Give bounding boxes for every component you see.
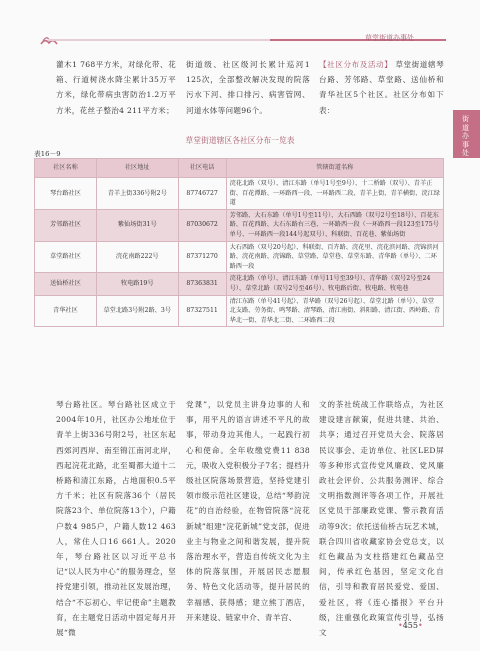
cell-streets: 大石西路（双号20号起）、科联街、百卉路、浣花里、浣花滨河路、浣锦滨河路、浣花南路、浣锦路、草堂路、草堂巷、草堂东路、青华路（单号）、二环路西一段 [226,241,443,273]
table-row [35,209,444,241]
side-tab [453,110,480,158]
header-streets: 管辖街道名称 [226,159,443,178]
cell-address: 紫仙场街31号 [96,209,178,241]
table-number: 表16－9 [34,150,61,158]
cell-phone: 87371270 [178,241,226,273]
table-row [35,295,444,327]
table-row [35,273,444,295]
header-phone: 社区电话 [178,159,226,178]
section-intro: 草堂街道辖琴台路、芳邻路、草堂路、送仙桥和青华社区5个社区。社区分布如下表： [319,60,444,115]
cell-streets: 清江东路（单号41号起）、青华路（双号26号起）、草堂北路（单号）、草堂北支路、劳务街、鸣琴路、清琴路、清江南街、斜阳路、清江街、西岭路、青华北一街、青华北二街、二环路西二段 [226,295,443,327]
cell-phone: 87746727 [178,178,226,210]
cell-phone: 87030672 [178,209,226,241]
body-column-5: 党课”，以党员主讲身边事的人和事，用平凡的语言讲述不平凡的故事，带动身边其他人，一起践行初心和使命。全年收缴党费11 838元，吸收入党积极分子7名；提档升级社区院落场景营造，坚持党建引领市级示范社区建设，总结“琴韵浣花”的自治经验，在物管院落“浣花新城”组建“浣花新城”党支部，促进业主与物业之间和谐发展，提升院落治理水平，营造自传统文化为主体的院落氛围，开展居民志愿服务、特色文化活动等，提升居民的幸福感、获得感；建立熊丁酒店，开来建设、链家中介、青羊宫、 [186,400,310,622]
community-table [34,158,444,327]
cell-address: 浣花南路222号 [96,241,178,273]
cell-streets: 浣花北路（双号）、清江东路（单号1号至9号）、十二桥路（双号）、青羊正街、百花潭路、一环路西一段、一环路西二段、青羊上街、青羊横街、浣江绿道 [226,178,443,210]
body-column-6: 文的茶社统战工作联络点，为社区建设建言献策，促进共建、共治、共享；通过召开党员大会、院落居民议事会、走访单位、社区LED屏等多种形式宣传党风廉政、党风廉政社会评价、公共服务测评、综合文明指数测评等各项工作，开展社区党员干部廉政党课、警示教育活动等9次；依托送仙桥古玩艺术城，联合四川省收藏家协会党总支，以红色藏品为支柱搭建红色藏品空间，传承红色基因，坚定文化自信，引导和教育居民爱党、爱国、爱社区，将《连心播报》平台升级，注重强化政策宣传引导，弘扬文 [319,400,444,638]
body-column-2: 街道级、社区级河长累计巡河1 125次，全部整改解决发现的院落污水下河、排口排污、病害管网、河道水体等问题96个。 [186,60,310,115]
cell-phone: 87363831 [178,273,226,295]
cell-streets: 芳邻路、大石东路（单号1号至11号）、大石西路（双号2号至18号）、百花东路、百花西路、大石东路右三巷、一环路西一段（一环路西一段123至175号单号、一环路西一段144号起双号）、科联街、百花巷、紫仙场街 [226,209,443,241]
table-row [35,241,444,273]
cell-address: 草堂北路3号附2路、3号 [96,295,178,327]
body-column-3 [319,57,444,118]
header-accent-rule [270,39,446,41]
table-title: 草堂街道辖区各社区分布一览表 [185,136,295,145]
page-number: •455• [398,621,423,630]
cell-community-name: 芳邻路社区 [35,209,97,241]
header-community-name: 社区名称 [35,159,97,178]
side-tab-label: 街道办事处 [462,115,469,157]
table-row [35,178,444,210]
cell-community-name: 琴台路社区 [35,178,97,210]
cell-address: 青羊上街336号附2号 [96,178,178,210]
cell-community-name: 送仙桥社区 [35,273,97,295]
section-heading: 【社区分布及活动】 [319,60,393,69]
table-header-row [35,159,444,178]
cell-address: 牧电路19号 [96,273,178,295]
running-head: 草堂街道办事处 [365,34,414,42]
body-column-1: 灌木1 768平方米，对绿化带、花箱、行道树浇水降尘累计35万平方米，绿化带病虫害防治1.2万平方米，花丝子整治4 211平方米； [56,60,176,115]
cell-phone: 87327511 [178,295,226,327]
cell-streets: 浣花北路（单号）、清江东路（单号11号至39号）、青华路（双号2号至24号）、草堂北路（双号2号至46号）、牧电路后街、牧电路、牧电巷 [226,273,443,295]
body-column-4: 琴台路社区。琴台路社区成立于2004年10月，社区办公地址位于青羊上街336号附2号，社区东起西郊河西岸、南至锦江南河北岸，西起浣花北路，北至蜀都大道十二桥路和清江东路，占地面积0.5平方千米；社区有院落36个（居民院落23个、单位院落13个），户籍户数4 985户，户籍人数12 463人，常住人口16 661人。2020年，琴台路社区以习近平总书记“以人民为中心”的服务理念，坚持党建引领，推动社区发展治理，结合“不忘初心、牢记使命”主题教育，在主题党日活动中固定每月开展“微 [56,400,176,638]
page-number-value: 455 [402,621,418,630]
header-address: 社区地址 [96,159,178,178]
cell-community-name: 草堂路社区 [35,241,97,273]
cell-community-name: 青华社区 [35,295,97,327]
page-header [0,0,480,46]
